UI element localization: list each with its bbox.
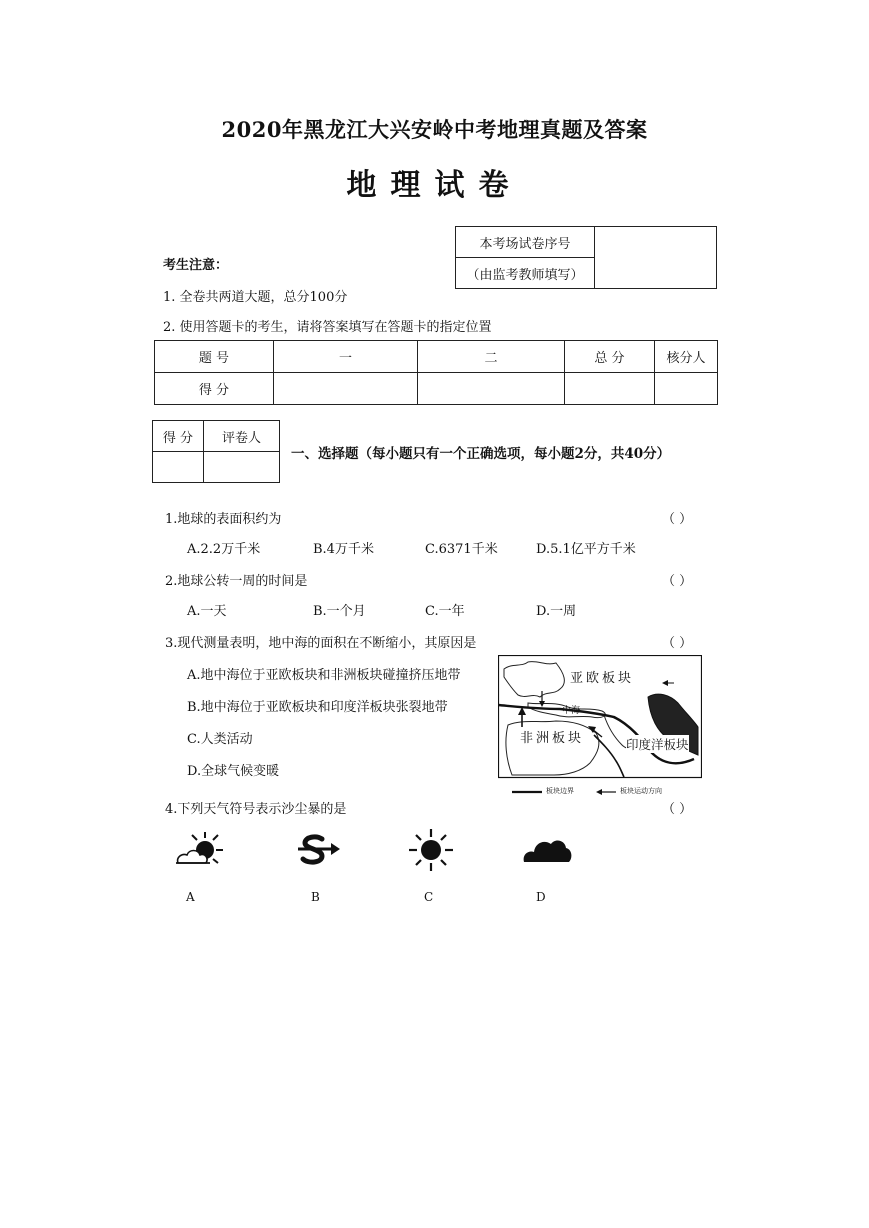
option: A.地中海位于亚欧板块和非洲板块碰撞挤压地带 [187,668,461,683]
score-header-cell: 总 分 [565,341,655,373]
section-heading: 一、选择题（每小题只有一个正确选项，每小题2分，共40分） [291,446,671,462]
score-header-cell: 一 [274,341,418,373]
option: A.2.2万千米 [187,542,261,557]
option: D.一周 [536,604,577,619]
option: A.一天 [187,604,227,619]
grader-label: 评卷人 [204,421,280,452]
label-africa-plate: 非洲板块 [520,731,585,746]
question-3-stem: 3.现代测量表明，地中海的面积在不断缩小，其原因是 [165,636,477,651]
grader-table [152,420,280,483]
symbol-label-a: A [186,890,195,904]
score-header-cell: 二 [418,341,565,373]
question-2-stem: 2.地球公转一周的时间是 [165,574,308,589]
score-header-cell: 题 号 [155,341,274,373]
notice-item-1: 1. 全卷共两道大题，总分100分 [163,290,348,305]
score-row-label: 得 分 [155,373,274,405]
score-table-row [155,373,718,405]
question-4-stem: 4.下列天气符号表示沙尘暴的是 [165,802,347,817]
label-mediterranean: 中海 [562,706,581,716]
option: C.一年 [425,604,465,619]
exam-title: 2020年黑龙江大兴安岭中考地理真题及答案 [221,117,648,142]
grader-score-cell [153,452,204,483]
score-cell [655,373,718,405]
score-cell [565,373,655,405]
serial-label-2: （由监考教师填写） [456,258,595,289]
label-eurasia-plate: 亚欧板块 [570,671,635,686]
grader-name-cell [204,452,280,483]
serial-number-box [455,226,717,289]
symbol-label-d: D [536,890,546,904]
notice-heading: 考生注意： [163,258,229,273]
score-table-header-row [155,341,718,373]
answer-paren: （ ） [662,802,693,817]
plate-map [498,655,702,802]
score-header-cell: 核分人 [655,341,718,373]
option: B.一个月 [313,604,366,619]
notice-item-2: 2. 使用答题卡的考生，请将答案填写在答题卡的指定位置 [163,320,492,335]
symbol-label-c: C [424,890,434,904]
score-cell [274,373,418,405]
question-1-stem: 1.地球的表面积约为 [165,512,282,527]
answer-paren: （ ） [662,636,693,651]
answer-paren: （ ） [662,512,693,527]
sandstorm-icon [296,832,342,868]
legend-boundary: 板块边界 [546,787,574,795]
option: C.人类活动 [187,732,253,747]
overcast-icon [522,834,572,864]
answer-paren: （ ） [662,574,693,589]
option: D.全球气候变暖 [187,764,280,779]
option: C.6371千米 [425,542,498,557]
grader-score-label: 得 分 [153,421,204,452]
option: B.地中海位于亚欧板块和印度洋板块张裂地带 [187,700,448,715]
label-indian-plate: 印度洋板块 [626,737,689,752]
sunny-icon [408,828,454,872]
partly-cloudy-icon [172,830,228,870]
symbol-label-b: B [311,890,320,904]
serial-value-cell [595,227,717,289]
option: B.4万千米 [313,542,374,557]
score-table [154,340,718,405]
paper-subtitle: 地理试卷 [346,168,523,203]
score-cell [418,373,565,405]
serial-label-1: 本考场试卷序号 [456,227,595,258]
legend-direction: 板块运动方向 [620,787,662,795]
option: D.5.1亿平方千米 [536,542,636,557]
